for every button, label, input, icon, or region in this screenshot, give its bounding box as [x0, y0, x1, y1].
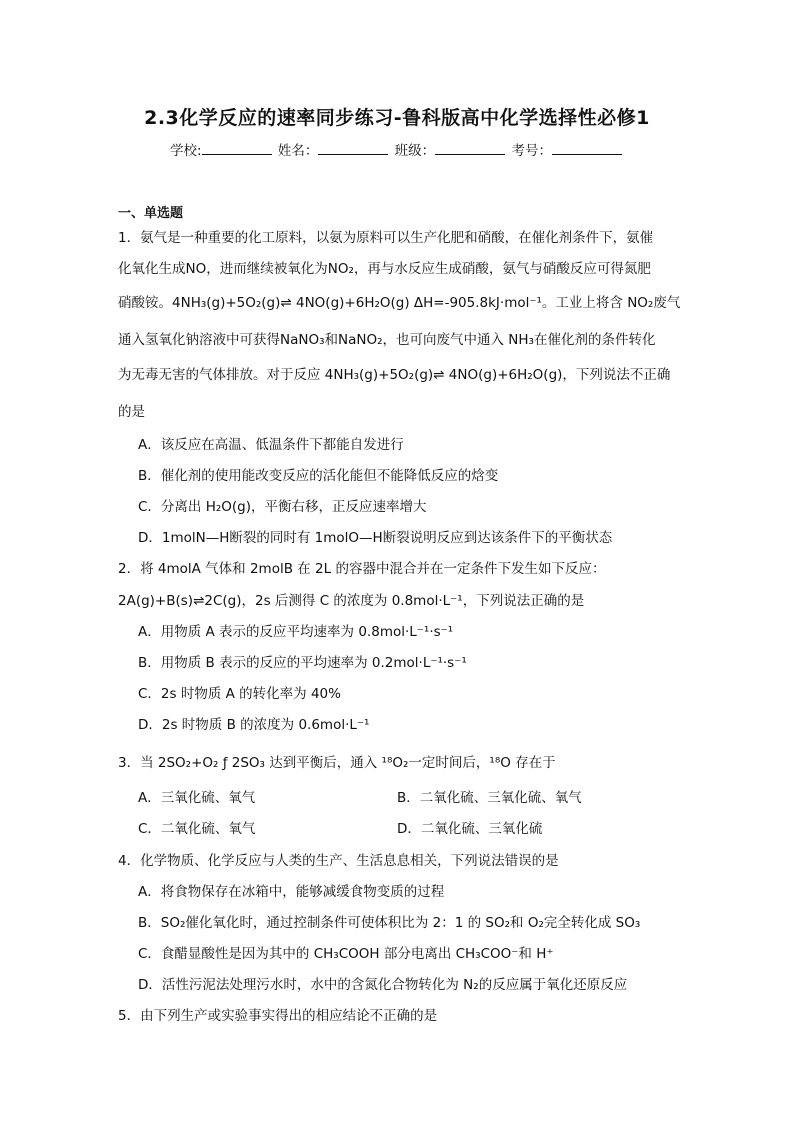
q1-option-a[interactable]: A．该反应在高温、低温条件下都能自发进行	[138, 437, 404, 453]
q2-option-c[interactable]: C．2s 时物质 A 的转化率为 40%	[138, 686, 341, 702]
q4-option-c[interactable]: C．食醋显酸性是因为其中的 CH₃COOH 部分电离出 CH₃COO⁻和 H⁺	[138, 946, 554, 962]
number-blank[interactable]	[552, 142, 622, 155]
q4-option-d[interactable]: D．活性污泥法处理污水时，水中的含氮化合物转化为 N₂的反应属于氧化还原反应	[138, 977, 628, 993]
q4-option-a[interactable]: A．将食物保存在冰箱中，能够减缓食物变质的过程	[138, 884, 445, 900]
class-label: 班级：	[394, 143, 436, 159]
q3-option-c[interactable]: C．二氧化硫、氧气	[138, 821, 256, 837]
number-label: 考号：	[511, 143, 552, 159]
student-info-row	[0, 139, 794, 159]
q5-line-1: 5．由下列生产或实验事实得出的相应结论不正确的是	[118, 1008, 438, 1024]
q1-option-b[interactable]: B．催化剂的使用能改变反应的活化能但不能降低反应的焓变	[138, 468, 499, 484]
q2-option-d[interactable]: D．2s 时物质 B 的浓度为 0.6mol·L⁻¹	[138, 717, 370, 733]
q1-line-4: 通入氢氧化钠溶液中可获得NaNO₃和NaNO₂，也可向废气中通入 NH₃在催化剂的条件转化	[118, 332, 656, 348]
q3-option-b[interactable]: B．二氧化硫、三氧化硫、氧气	[397, 790, 582, 806]
name-blank[interactable]	[318, 142, 388, 155]
section-heading: 一、单选题	[118, 206, 184, 221]
q1-option-c[interactable]: C．分离出 H₂O(g)，平衡右移，正反应速率增大	[138, 499, 427, 515]
document-title: 2.3化学反应的速率同步练习-鲁科版高中化学选择性必修1	[144, 107, 650, 129]
q3-line-1: 3．当 2SO₂+O₂ ƒ 2SO₃ 达到平衡后，通入 ¹⁸O₂一定时间后，¹⁸O 存在于	[118, 755, 556, 771]
q3-option-a[interactable]: A．三氧化硫、氧气	[138, 790, 256, 806]
school-blank[interactable]	[202, 142, 272, 155]
q1-line-5: 为无毒无害的气体排放。对于反应 4NH₃(g)+5O₂(g)⇌ 4NO(g)+6H₂O(g)，下列说法不正确	[118, 367, 671, 383]
class-blank[interactable]	[435, 142, 505, 155]
q1-option-d[interactable]: D．1molN—H断裂的同时有 1molO—H断裂说明反应到达该条件下的平衡状态	[138, 530, 613, 546]
name-label: 姓名：	[277, 143, 319, 159]
q4-line-1: 4．化学物质、化学反应与人类的生产、生活息息相关，下列说法错误的是	[118, 853, 559, 869]
q1-line-2: 化氧化生成NO，进而继续被氧化为NO₂，再与水反应生成硝酸，氨气与硝酸反应可得氮肥	[118, 261, 651, 277]
q2-line-2: 2A(g)+B(s)⇌2C(g)，2s 后测得 C 的浓度为 0.8mol·L⁻¹，下列说法正确的是	[118, 593, 585, 609]
q2-option-a[interactable]: A．用物质 A 表示的反应平均速率为 0.8mol·L⁻¹·s⁻¹	[138, 624, 454, 640]
q1-line-1: 1．氨气是一种重要的化工原料，以氨为原料可以生产化肥和硝酸，在催化剂条件下，氨催	[118, 230, 654, 246]
q4-option-b[interactable]: B．SO₂催化氧化时，通过控制条件可使体积比为 2：1 的 SO₂和 O₂完全转化成 SO₃	[138, 915, 641, 931]
q1-line-6: 的是	[118, 404, 145, 420]
q1-line-3: 硝酸铵。4NH₃(g)+5O₂(g)⇌ 4NO(g)+6H₂O(g) ΔH=-905.8kJ·mol⁻¹。工业上将含 NO₂废气	[118, 295, 681, 311]
q3-option-d[interactable]: D．二氧化硫、三氧化硫	[397, 821, 543, 837]
q2-option-b[interactable]: B．用物质 B 表示的反应的平均速率为 0.2mol·L⁻¹·s⁻¹	[138, 655, 467, 671]
school-label: 学校:	[170, 143, 202, 159]
q2-line-1: 2．将 4molA 气体和 2molB 在 2L 的容器中混合并在一定条件下发生如下反应：	[118, 561, 606, 577]
